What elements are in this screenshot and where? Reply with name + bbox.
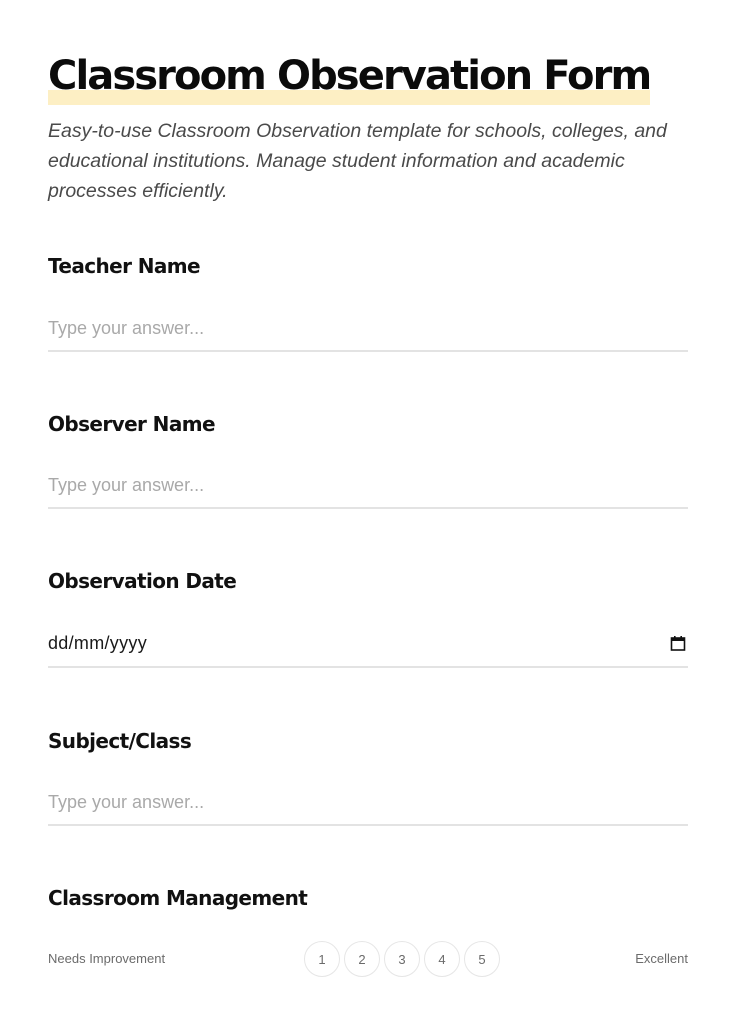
teacher-name-field (48, 253, 688, 279)
teacher-name-input[interactable] (48, 306, 688, 352)
date-placeholder: dd/mm/yyyy (48, 632, 148, 653)
observation-date-label: Observation Date (48, 569, 237, 593)
observation-date-field (48, 568, 688, 653)
rating-option-2[interactable]: 2 (344, 941, 380, 977)
rating-high-label: Excellent (635, 951, 688, 966)
classroom-management-label: Classroom Management (48, 886, 308, 910)
classroom-management-rating (48, 940, 688, 978)
observer-name-label: Observer Name (48, 412, 215, 436)
subject-class-input[interactable] (48, 780, 688, 826)
teacher-name-label: Teacher Name (48, 254, 200, 278)
rating-option-1[interactable]: 1 (304, 941, 340, 977)
title-wrap (48, 52, 650, 105)
calendar-icon[interactable] (670, 635, 686, 651)
observer-name-input[interactable] (48, 463, 688, 509)
classroom-management-field (48, 885, 688, 911)
rating-option-4[interactable]: 4 (424, 941, 460, 977)
rating-option-5[interactable]: 5 (464, 941, 500, 977)
observer-name-field (48, 411, 688, 437)
observation-date-input[interactable] (48, 620, 688, 668)
subject-class-field (48, 728, 688, 754)
subject-class-label: Subject/Class (48, 729, 192, 753)
rating-low-label: Needs Improvement (48, 951, 166, 966)
rating-options (304, 941, 500, 977)
page-subtitle: Easy-to-use Classroom Observation template for schools, colleges, and educational institutions. Manage student information and academic processes efficiently. (48, 120, 667, 202)
rating-option-3[interactable]: 3 (384, 941, 420, 977)
page-title: Classroom Observation Form (48, 52, 650, 105)
